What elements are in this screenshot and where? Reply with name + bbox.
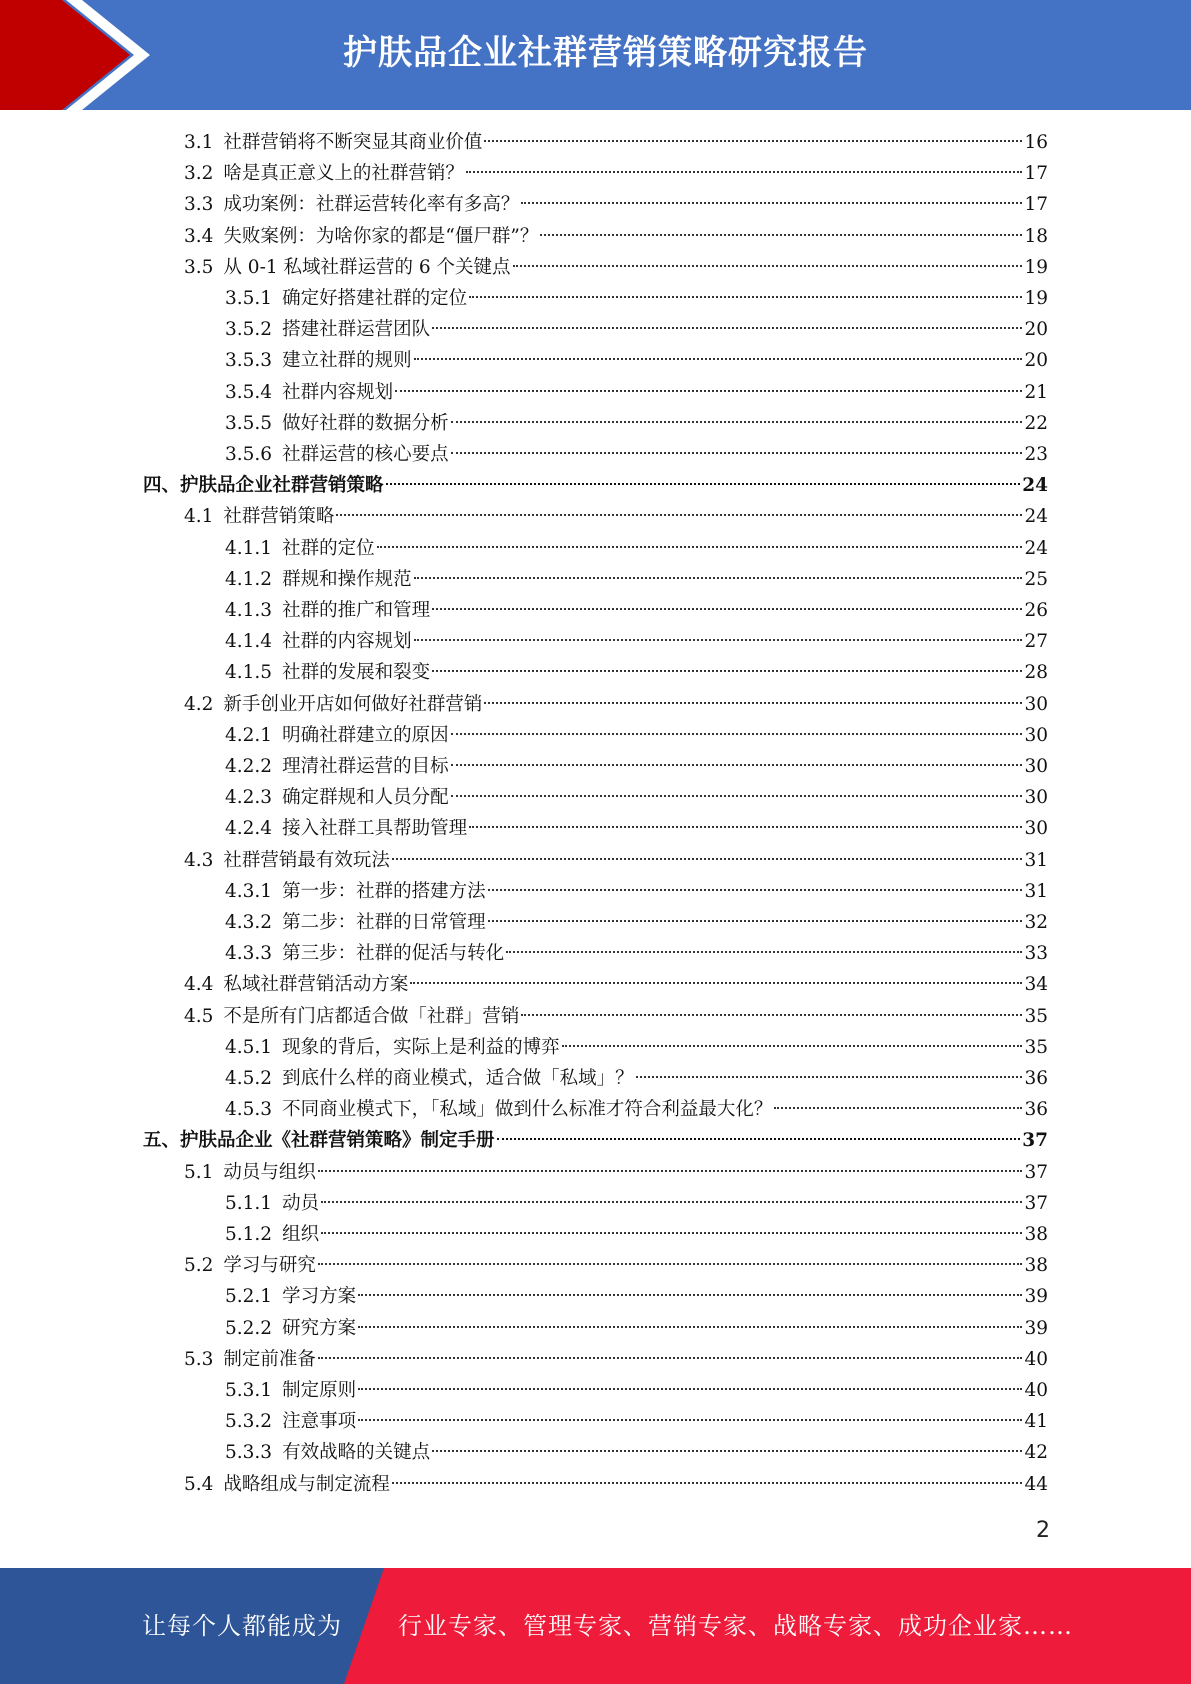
toc-entry-title: 社群营销策略 — [223, 506, 335, 528]
toc-entry-title: 社群营销最有效玩法 — [223, 849, 390, 871]
toc-dot-leader — [469, 826, 1022, 828]
toc-entry-number: 4.1.4 — [225, 631, 273, 653]
toc-entry-title: 社群营销将不断突显其商业价值 — [223, 132, 483, 153]
toc-entry[interactable] — [225, 1313, 1048, 1344]
toc-entry-title: 不同商业模式下，「私域」做到什么标准才符合利益最大化？ — [282, 1099, 773, 1121]
toc-entry[interactable] — [184, 501, 1048, 532]
toc-entry-page: 24 — [1022, 475, 1048, 497]
toc-entry-page: 38 — [1024, 1255, 1048, 1277]
toc-entry-number: 4.3.1 — [225, 880, 273, 902]
toc-entry-number: 4.3.3 — [225, 943, 273, 965]
toc-entry-page: 36 — [1024, 1068, 1048, 1089]
toc-entry-number: 3.5 — [184, 256, 214, 278]
toc-dot-leader — [466, 171, 1023, 173]
toc-entry-title: 五、护肤品企业《社群营销策略》制定手册 — [143, 1130, 495, 1152]
toc-entry-page: 20 — [1024, 350, 1048, 372]
toc-entry[interactable] — [225, 564, 1048, 595]
page-footer — [0, 1568, 1191, 1684]
toc-entry-title: 啥是真正意义上的社群营销？ — [223, 163, 464, 185]
footer-slogan-right: 行业专家、管理专家、营销专家、战略专家、成功企业家…… — [398, 1612, 1073, 1640]
toc-entry-page: 35 — [1024, 1036, 1048, 1058]
toc-entry[interactable] — [225, 314, 1048, 345]
toc-dot-leader — [358, 1419, 1022, 1421]
toc-entry-page: 17 — [1024, 163, 1048, 185]
toc-entry-title: 群规和操作规范 — [282, 568, 412, 590]
toc-entry-number: 3.5.2 — [225, 319, 273, 341]
toc-entry[interactable] — [184, 1344, 1048, 1375]
toc-entry-title: 社群内容规划 — [282, 381, 394, 403]
toc-entry[interactable] — [225, 1437, 1048, 1468]
toc-entry[interactable] — [184, 969, 1048, 1000]
toc-entry-title: 建立社群的规则 — [282, 350, 412, 372]
toc-entry-number: 5.3 — [184, 1348, 214, 1370]
toc-entry-page: 22 — [1024, 412, 1048, 434]
toc-dot-leader — [484, 702, 1022, 704]
toc-dot-leader — [497, 1138, 1021, 1140]
toc-entry-title: 做好社群的数据分析 — [282, 412, 449, 434]
toc-entry-page: 16 — [1024, 132, 1048, 153]
document-title: 护肤品企业社群营销策略研究报告 — [343, 33, 868, 73]
toc-entry-title: 制定前准备 — [223, 1348, 316, 1370]
toc-entry-page: 30 — [1024, 724, 1048, 746]
toc-entry-number: 4.5.2 — [225, 1068, 273, 1089]
toc-dot-leader — [358, 1326, 1022, 1328]
toc-entry-page: 30 — [1024, 787, 1048, 809]
toc-entry-page: 24 — [1024, 537, 1048, 559]
toc-entry[interactable] — [225, 439, 1048, 470]
toc-entry-page: 27 — [1024, 631, 1048, 653]
toc-dot-leader — [321, 1232, 1022, 1234]
toc-entry-page: 36 — [1024, 1099, 1048, 1121]
toc-entry-page: 21 — [1024, 381, 1048, 403]
toc-entry[interactable] — [225, 595, 1048, 626]
toc-dot-leader — [432, 327, 1022, 329]
toc-entry-number: 3.5.6 — [225, 444, 273, 465]
toc-entry[interactable] — [143, 1125, 1048, 1156]
toc-entry-title: 四、护肤品企业社群营销策略 — [143, 475, 384, 497]
toc-entry[interactable] — [184, 845, 1048, 876]
toc-entry-page: 37 — [1024, 1161, 1048, 1183]
toc-entry-title: 组织 — [282, 1224, 320, 1245]
toc-dot-leader — [318, 1170, 1023, 1172]
toc-entry[interactable] — [225, 408, 1048, 439]
toc-entry-number: 4.5.1 — [225, 1036, 273, 1058]
toc-entry-page: 28 — [1024, 662, 1048, 684]
toc-entry[interactable] — [225, 377, 1048, 408]
toc-dot-leader — [410, 982, 1022, 984]
toc-dot-leader — [414, 577, 1023, 579]
toc-dot-leader — [395, 390, 1022, 392]
toc-entry-title: 制定原则 — [282, 1380, 357, 1401]
toc-dot-leader — [318, 1357, 1023, 1359]
toc-entry-title: 研究方案 — [282, 1317, 357, 1339]
toc-dot-leader — [562, 1045, 1023, 1047]
toc-entry[interactable] — [225, 1281, 1048, 1312]
toc-entry[interactable] — [225, 626, 1048, 657]
toc-entry[interactable] — [225, 907, 1048, 938]
toc-dot-leader — [469, 296, 1022, 298]
toc-entry[interactable] — [225, 533, 1048, 564]
toc-entry-number: 4.2.4 — [225, 818, 273, 840]
toc-entry-title: 第二步：社群的日常管理 — [282, 912, 486, 933]
toc-entry-page: 34 — [1024, 974, 1048, 996]
toc-entry-page: 39 — [1024, 1317, 1048, 1339]
toc-entry-page: 44 — [1024, 1473, 1048, 1495]
toc-entry-number: 3.5.5 — [225, 412, 273, 434]
toc-entry[interactable] — [225, 1094, 1048, 1125]
toc-entry[interactable] — [184, 1157, 1048, 1188]
toc-entry-title: 搭建社群运营团队 — [282, 319, 431, 341]
toc-entry-page: 19 — [1024, 256, 1048, 278]
toc-entry[interactable] — [143, 470, 1048, 501]
toc-dot-leader — [451, 733, 1023, 735]
toc-entry[interactable] — [225, 1219, 1048, 1250]
toc-entry[interactable] — [225, 1032, 1048, 1063]
toc-entry[interactable] — [184, 1001, 1048, 1032]
toc-entry-number: 3.1 — [184, 132, 214, 153]
toc-entry-number: 4.3.2 — [225, 912, 273, 933]
toc-dot-leader — [318, 1263, 1023, 1265]
toc-entry-page: 30 — [1024, 693, 1048, 715]
toc-dot-leader — [774, 1107, 1022, 1109]
toc-entry-page: 35 — [1024, 1005, 1048, 1027]
toc-entry-number: 5.3.2 — [225, 1411, 273, 1433]
toc-dot-leader — [392, 858, 1023, 860]
toc-entry-page: 33 — [1024, 943, 1048, 965]
toc-entry[interactable] — [184, 127, 1048, 158]
toc-entry-number: 4.1.3 — [225, 600, 273, 621]
toc-entry-title: 动员 — [282, 1192, 320, 1214]
toc-entry-page: 17 — [1024, 194, 1048, 216]
page-header — [0, 0, 1191, 110]
toc-entry-page: 30 — [1024, 818, 1048, 840]
toc-entry[interactable] — [225, 720, 1048, 751]
toc-dot-leader — [358, 1388, 1022, 1390]
toc-entry-title: 理清社群运营的目标 — [282, 756, 449, 777]
toc-entry[interactable] — [184, 1469, 1048, 1500]
toc-dot-leader — [451, 421, 1023, 423]
toc-entry-title: 现象的背后，实际上是利益的博弈 — [282, 1036, 560, 1058]
toc-entry-number: 4.2.1 — [225, 724, 273, 746]
toc-entry-page: 18 — [1024, 225, 1048, 247]
toc-entry-number: 4.2 — [184, 693, 214, 715]
toc-entry-page: 41 — [1024, 1411, 1048, 1433]
toc-entry-title: 接入社群工具帮助管理 — [282, 818, 468, 840]
toc-entry-title: 第三步：社群的促活与转化 — [282, 943, 505, 965]
toc-entry-number: 5.1.2 — [225, 1224, 273, 1245]
toc-entry-page: 31 — [1024, 849, 1048, 871]
toc-dot-leader — [484, 140, 1022, 142]
toc-entry[interactable] — [184, 689, 1048, 720]
toc-entry-page: 25 — [1024, 568, 1048, 590]
toc-dot-leader — [358, 1294, 1022, 1296]
toc-entry-title: 私域社群营销活动方案 — [223, 974, 409, 996]
toc-entry-page: 37 — [1024, 1192, 1048, 1214]
toc-entry-title: 社群的推广和管理 — [282, 600, 431, 621]
toc-entry-title: 动员与组织 — [223, 1161, 316, 1183]
toc-dot-leader — [540, 234, 1022, 236]
toc-entry-title: 学习与研究 — [223, 1255, 316, 1277]
toc-entry-number: 3.4 — [184, 225, 214, 247]
toc-entry-number: 5.4 — [184, 1473, 214, 1495]
toc-entry-title: 注意事项 — [282, 1411, 357, 1433]
toc-entry-page: 37 — [1022, 1130, 1048, 1152]
toc-dot-leader — [636, 1076, 1023, 1078]
toc-dot-leader — [521, 1014, 1022, 1016]
toc-entry-title: 社群的内容规划 — [282, 631, 412, 653]
toc-entry[interactable] — [184, 158, 1048, 189]
toc-entry-title: 新手创业开店如何做好社群营销 — [223, 693, 483, 715]
toc-entry-page: 40 — [1024, 1380, 1048, 1401]
toc-entry[interactable] — [184, 252, 1048, 283]
toc-entry-title: 第一步：社群的搭建方法 — [282, 880, 486, 902]
toc-entry-title: 社群的定位 — [282, 537, 375, 559]
toc-dot-leader — [451, 452, 1023, 454]
toc-dot-leader — [377, 546, 1023, 548]
toc-entry[interactable] — [184, 221, 1048, 252]
toc-entry-title: 从 0-1 私域社群运营的 6 个关键点 — [223, 256, 511, 278]
toc-entry-title: 战略组成与制定流程 — [223, 1473, 390, 1495]
toc-entry-page: 19 — [1024, 288, 1048, 309]
toc-entry-title: 有效战略的关键点 — [282, 1442, 431, 1464]
toc-entry-number: 4.5 — [184, 1005, 214, 1027]
toc-entry-number: 5.1 — [184, 1161, 214, 1183]
page-number: 2 — [1036, 1518, 1050, 1543]
toc-entry-title: 明确社群建立的原因 — [282, 724, 449, 746]
toc-entry[interactable] — [225, 1063, 1048, 1094]
toc-entry-number: 5.2.1 — [225, 1286, 273, 1308]
toc-entry-number: 4.1.1 — [225, 537, 273, 559]
toc-entry-number: 5.3.3 — [225, 1442, 273, 1464]
toc-entry-title: 不是所有门店都适合做「社群」营销 — [223, 1005, 520, 1027]
toc-dot-leader — [488, 889, 1023, 891]
toc-entry-page: 32 — [1024, 912, 1048, 933]
toc-entry-number: 5.1.1 — [225, 1192, 273, 1214]
toc-dot-leader — [321, 1201, 1022, 1203]
toc-dot-leader — [432, 1450, 1022, 1452]
toc-entry-page: 23 — [1024, 444, 1048, 465]
toc-entry[interactable] — [184, 1250, 1048, 1281]
toc-dot-leader — [414, 358, 1023, 360]
toc-entry-page: 42 — [1024, 1442, 1048, 1464]
toc-entry-page: 24 — [1024, 506, 1048, 528]
toc-dot-leader — [432, 608, 1022, 610]
toc-entry-title: 学习方案 — [282, 1286, 357, 1308]
toc-entry-page: 30 — [1024, 756, 1048, 777]
toc-dot-leader — [386, 483, 1021, 485]
toc-entry-title: 社群的发展和裂变 — [282, 662, 431, 684]
toc-entry-number: 4.5.3 — [225, 1099, 273, 1121]
toc-entry[interactable] — [225, 1406, 1048, 1437]
toc-entry[interactable] — [225, 782, 1048, 813]
toc-dot-leader — [336, 514, 1022, 516]
toc-entry-number: 4.3 — [184, 849, 214, 871]
toc-entry-page: 31 — [1024, 880, 1048, 902]
toc-entry[interactable] — [225, 657, 1048, 688]
toc-entry-number: 4.2.2 — [225, 756, 273, 777]
toc-entry-number: 3.5.4 — [225, 381, 273, 403]
toc-entry-title: 社群运营的核心要点 — [282, 444, 449, 465]
toc-entry[interactable] — [184, 189, 1048, 220]
toc-dot-leader — [451, 795, 1023, 797]
toc-entry-page: 40 — [1024, 1348, 1048, 1370]
toc-entry[interactable] — [225, 1188, 1048, 1219]
toc-entry[interactable] — [225, 283, 1048, 314]
toc-dot-leader — [451, 764, 1023, 766]
toc-dot-leader — [414, 639, 1023, 641]
toc-entry-number: 4.1.5 — [225, 662, 273, 684]
toc-dot-leader — [392, 1482, 1023, 1484]
toc-entry-title: 到底什么样的商业模式，适合做「私域」？ — [282, 1068, 634, 1089]
toc-dot-leader — [521, 202, 1022, 204]
toc-entry[interactable] — [225, 751, 1048, 782]
toc-entry-number: 3.2 — [184, 163, 214, 185]
toc-entry[interactable] — [225, 876, 1048, 907]
toc-dot-leader — [513, 265, 1023, 267]
toc-entry-number: 4.1.2 — [225, 568, 273, 590]
toc-entry-number: 3.5.1 — [225, 288, 273, 309]
toc-entry-page: 20 — [1024, 319, 1048, 341]
toc-entry-page: 38 — [1024, 1224, 1048, 1245]
toc-entry[interactable] — [225, 1375, 1048, 1406]
toc-entry-number: 5.2.2 — [225, 1317, 273, 1339]
toc-dot-leader — [488, 920, 1023, 922]
toc-dot-leader — [506, 951, 1022, 953]
toc-entry-title: 确定群规和人员分配 — [282, 787, 449, 809]
toc-entry-number: 5.3.1 — [225, 1380, 273, 1401]
toc-entry[interactable] — [225, 345, 1048, 376]
toc-entry-number: 4.1 — [184, 506, 214, 528]
toc-entry[interactable] — [225, 813, 1048, 844]
toc-entry-title: 失败案例：为啥你家的都是“僵尸群”？ — [223, 225, 539, 247]
toc-entry-number: 3.3 — [184, 194, 214, 216]
footer-slogan-left: 让每个人都能成为 — [142, 1612, 342, 1640]
toc-entry-page: 39 — [1024, 1286, 1048, 1308]
toc-entry-title: 确定好搭建社群的定位 — [282, 288, 468, 309]
toc-entry-number: 4.2.3 — [225, 787, 273, 809]
toc-entry[interactable] — [225, 938, 1048, 969]
toc-entry-title: 成功案例：社群运营转化率有多高？ — [223, 194, 520, 216]
toc-entry-number: 4.4 — [184, 974, 214, 996]
toc-dot-leader — [432, 670, 1022, 672]
toc-entry-page: 26 — [1024, 600, 1048, 621]
toc-entry-number: 5.2 — [184, 1255, 214, 1277]
toc-entry-number: 3.5.3 — [225, 350, 273, 372]
